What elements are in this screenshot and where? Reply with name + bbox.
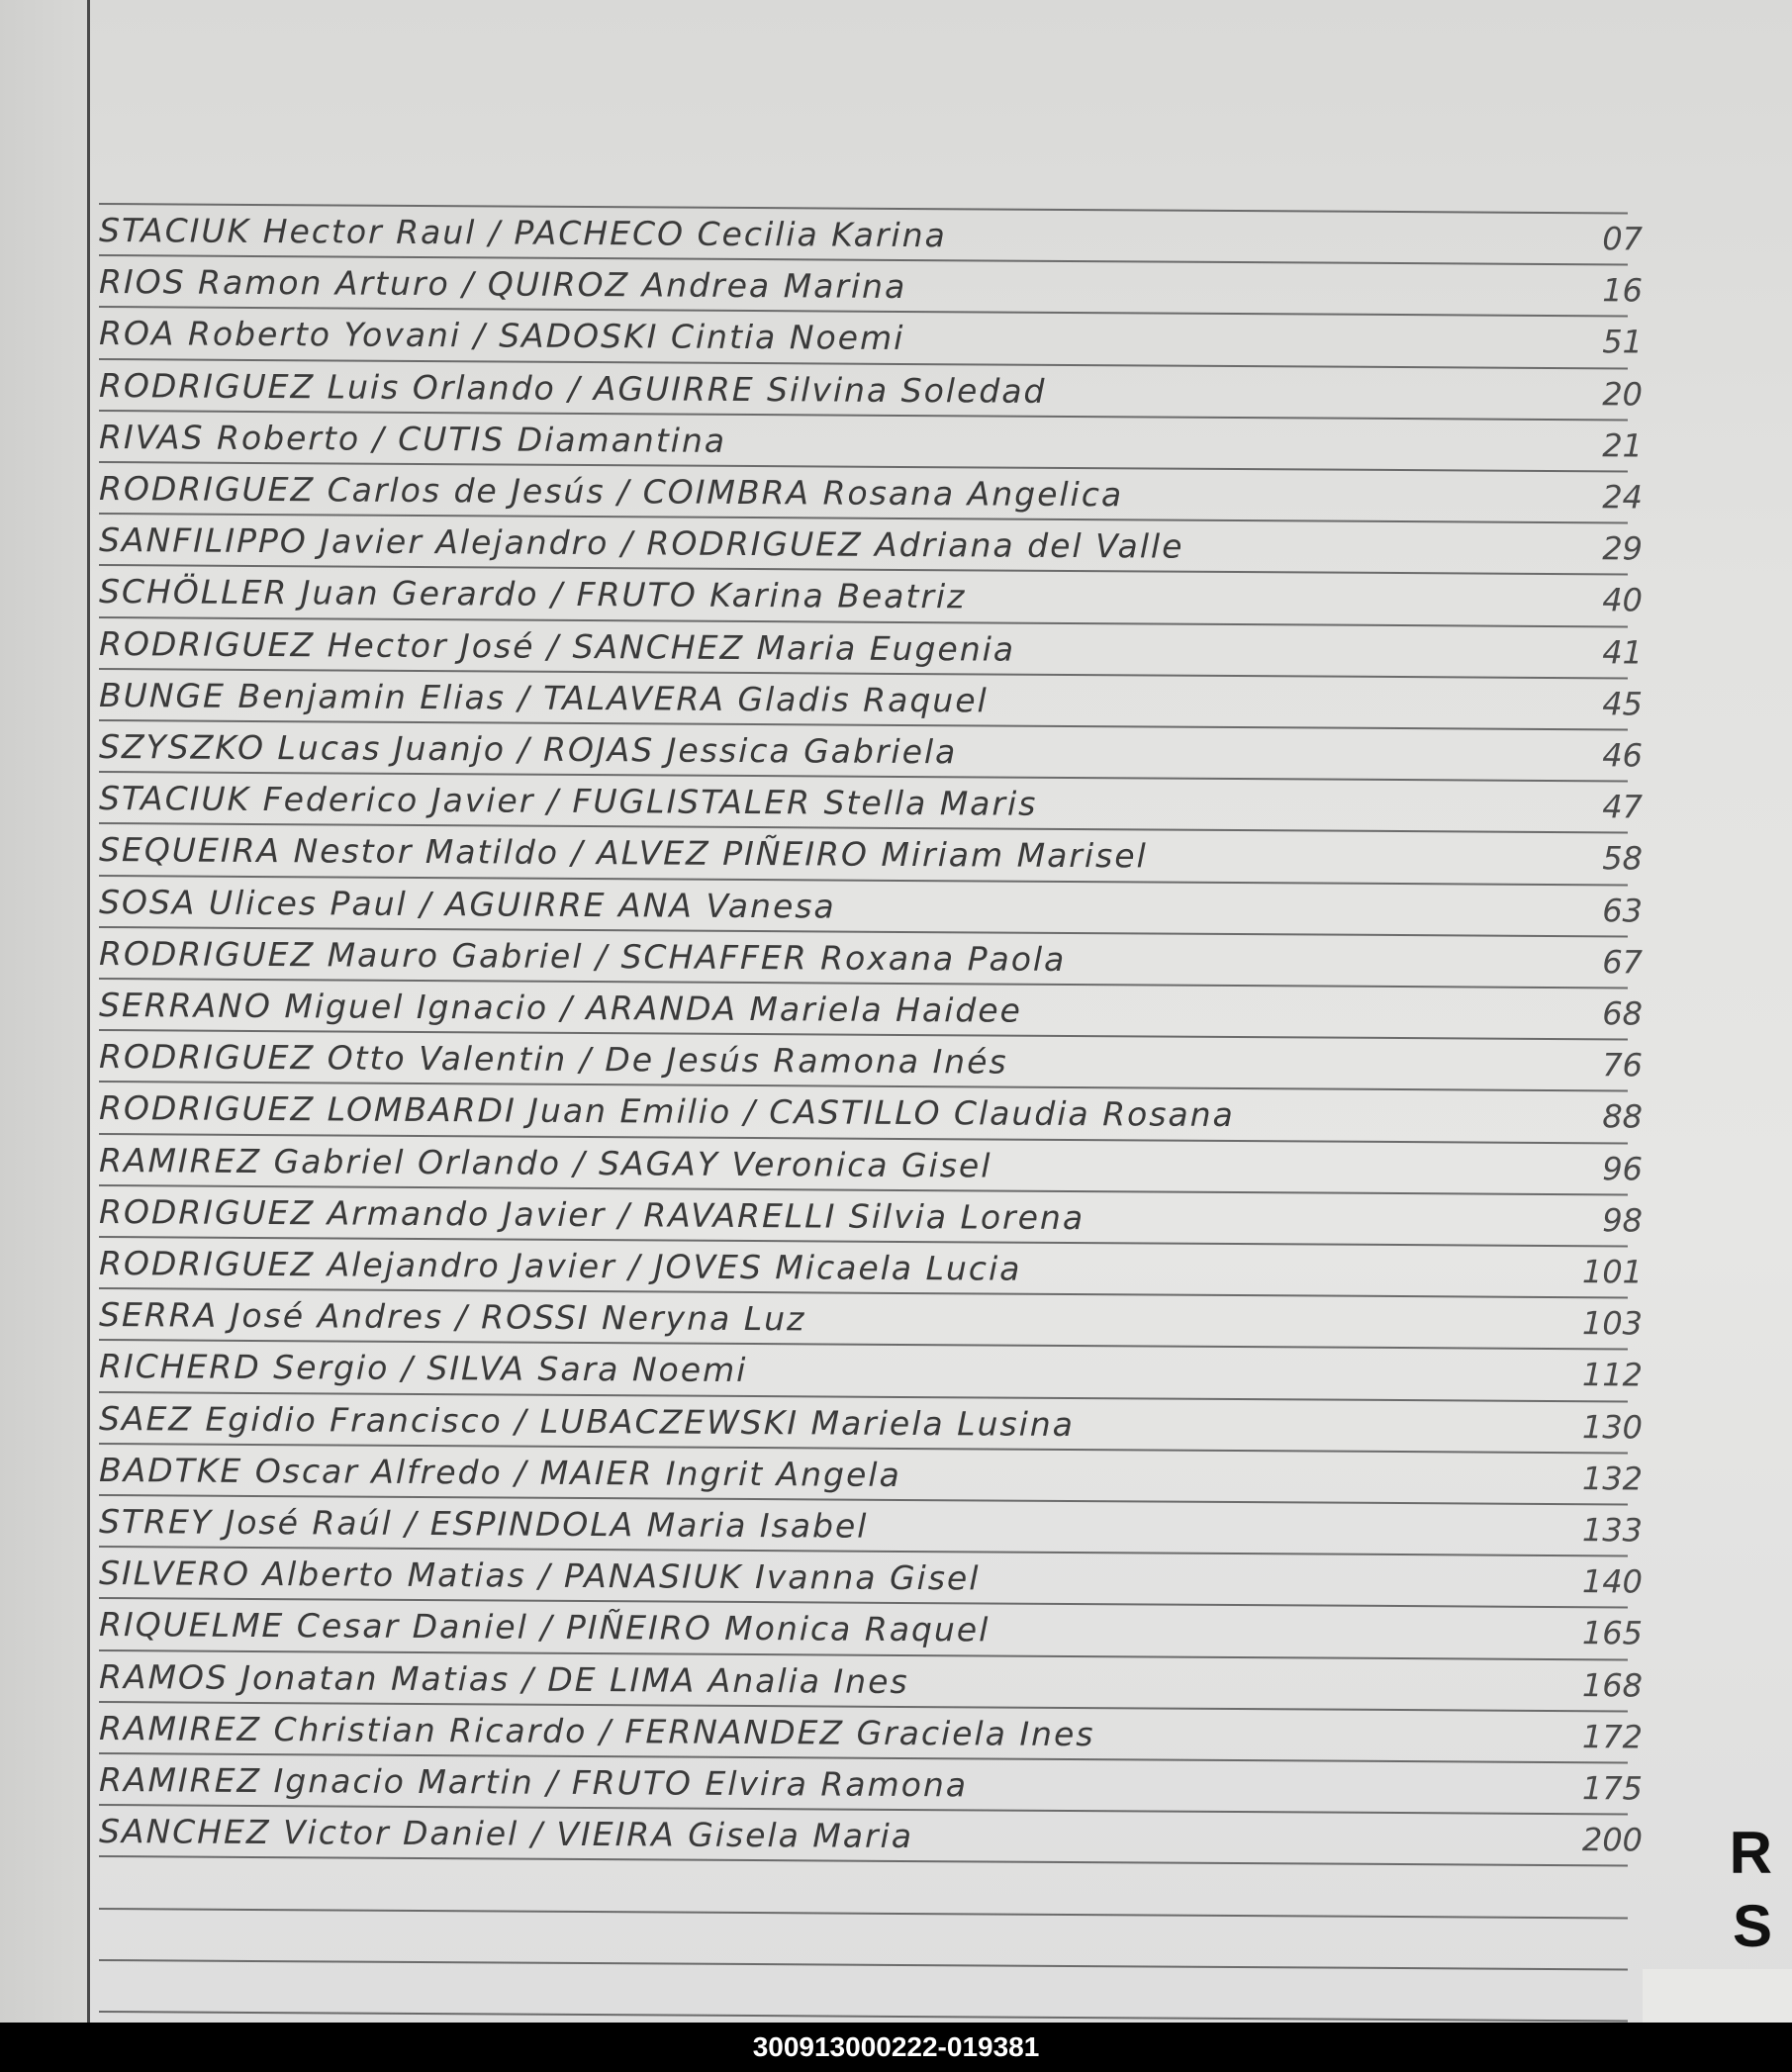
couple-names: RICHERD Sergio / SILVA Sara Noemi <box>98 1347 748 1390</box>
couple-names: SZYSZKO Lucas Juanjo / ROJAS Jessica Gabriela <box>98 727 958 772</box>
entry-number: 45 <box>1602 685 1644 723</box>
entry-number: 20 <box>1602 374 1644 414</box>
entry-row <box>99 1188 1643 1248</box>
entry-row <box>99 568 1643 627</box>
entry-row <box>99 1084 1643 1144</box>
entry-number: 130 <box>1581 1407 1644 1447</box>
corner-letter-r: R <box>1729 1820 1772 1886</box>
entry-number: 165 <box>1581 1614 1644 1652</box>
entry-row <box>99 1601 1643 1660</box>
couple-names: RAMIREZ Christian Ricardo / FERNANDEZ Graciela Ines <box>98 1708 1095 1753</box>
couple-names: RIVAS Roberto / CUTIS Diamantina <box>98 417 727 460</box>
couple-names: BADTKE Oscar Alfredo / MAIER Ingrit Angela <box>98 1450 901 1494</box>
index-tab <box>1643 1969 1792 2023</box>
couple-names: SERRANO Miguel Ignacio / ARANDA Mariela Haidee <box>98 986 1022 1030</box>
couple-names: RODRIGUEZ Mauro Gabriel / SCHAFFER Roxana Paola <box>98 933 1067 979</box>
entry-number: 76 <box>1602 1046 1644 1084</box>
entry-row <box>99 1137 1643 1196</box>
entry-row <box>99 1447 1643 1506</box>
entry-row <box>99 1343 1643 1402</box>
entry-number: 63 <box>1602 891 1644 930</box>
document-id: 300913000222-019381 <box>752 2031 1040 2062</box>
entry-row <box>99 1395 1643 1455</box>
entry-row <box>99 620 1643 680</box>
couple-names: SANFILIPPO Javier Alejandro / RODRIGUEZ Adriana del Valle <box>98 520 1184 566</box>
entry-number: 96 <box>1602 1149 1644 1188</box>
couple-names: RAMIREZ Ignacio Martin / FRUTO Elvira Ramona <box>98 1760 969 1805</box>
entry-row <box>99 982 1643 1041</box>
margin-rule <box>87 0 90 2023</box>
couple-names: RAMOS Jonatan Matias / DE LIMA Analia Ines <box>98 1656 909 1701</box>
entry-number: 101 <box>1581 1253 1644 1291</box>
entry-row <box>99 1756 1643 1816</box>
entry-row <box>99 1291 1643 1351</box>
couple-names: SAEZ Egidio Francisco / LUBACZEWSKI Mariela Lusina <box>98 1398 1076 1444</box>
entry-row <box>99 826 1643 886</box>
entry-row <box>99 1808 1643 1867</box>
entry-row <box>99 414 1643 473</box>
couple-names: RODRIGUEZ Carlos de Jesús / COIMBRA Rosana Angelica <box>98 469 1124 515</box>
couple-names: STACIUK Hector Raul / PACHECO Cecilia Karina <box>98 211 947 255</box>
entry-row <box>99 1550 1643 1609</box>
entry-number: 51 <box>1602 323 1644 361</box>
entry-number: 07 <box>1602 220 1644 258</box>
entry-row <box>99 1240 1643 1299</box>
entry-number: 68 <box>1602 994 1644 1033</box>
couple-names: RIQUELME Cesar Daniel / PIÑEIRO Monica Raquel <box>98 1605 990 1649</box>
entry-number: 41 <box>1602 632 1644 672</box>
couple-names: SEQUEIRA Nestor Matildo / ALVEZ PIÑEIRO Miriam Marisel <box>98 830 1148 876</box>
ruled-line <box>99 1959 1628 1970</box>
entry-number: 16 <box>1602 271 1644 310</box>
entry-number: 200 <box>1581 1821 1644 1859</box>
entry-row <box>99 1498 1643 1557</box>
couple-names: STREY José Raúl / ESPINDOLA Maria Isabel <box>98 1502 869 1546</box>
entry-number: 168 <box>1581 1665 1644 1705</box>
entry-row <box>99 310 1643 369</box>
couple-names: RODRIGUEZ Alejandro Javier / JOVES Micaela Lucia <box>98 1244 1022 1288</box>
entry-row <box>99 672 1643 731</box>
entry-number: 133 <box>1581 1511 1644 1550</box>
ruled-line <box>99 1908 1628 1919</box>
entry-number: 112 <box>1581 1356 1644 1394</box>
entry-number: 40 <box>1602 581 1644 619</box>
couple-names: SANCHEZ Victor Daniel / VIEIRA Gisela Maria <box>98 1812 914 1856</box>
couple-names: RODRIGUEZ Hector José / SANCHEZ Maria Eugenia <box>98 623 1016 669</box>
entry-number: 58 <box>1602 839 1644 878</box>
entry-number: 29 <box>1602 529 1644 568</box>
couple-names: RODRIGUEZ Otto Valentin / De Jesús Ramona Inés <box>98 1037 1008 1082</box>
entry-row <box>99 465 1643 524</box>
couple-names: RODRIGUEZ LOMBARDI Juan Emilio / CASTILLO Claudia Rosana <box>98 1088 1235 1135</box>
couple-names: SOSA Ulices Paul / AGUIRRE ANA Vanesa <box>98 882 836 926</box>
entry-number: 24 <box>1602 478 1644 517</box>
entry-row <box>99 775 1643 834</box>
ruled-line <box>99 2011 1628 2022</box>
entry-number: 67 <box>1602 943 1644 982</box>
entry-number: 21 <box>1602 426 1644 465</box>
entry-row <box>99 930 1643 989</box>
entry-number: 132 <box>1581 1459 1644 1498</box>
entry-number: 172 <box>1581 1717 1644 1756</box>
entry-row <box>99 362 1643 422</box>
entry-number: 88 <box>1602 1097 1644 1136</box>
couple-names: BUNGE Benjamin Elias / TALAVERA Gladis Raquel <box>98 675 989 720</box>
couple-names: RODRIGUEZ Armando Javier / RAVARELLI Silvia Lorena <box>98 1191 1085 1237</box>
entry-row <box>99 1033 1643 1092</box>
entry-row <box>99 517 1643 576</box>
couple-names: SCHÖLLER Juan Gerardo / FRUTO Karina Beatriz <box>98 572 967 616</box>
couple-names: SILVERO Alberto Matias / PANASIUK Ivanna Gisel <box>98 1554 981 1598</box>
entry-number: 175 <box>1581 1769 1644 1808</box>
entry-row <box>99 258 1643 318</box>
entry-number: 103 <box>1581 1304 1644 1343</box>
entry-row <box>99 879 1643 938</box>
entry-number: 98 <box>1602 1201 1644 1240</box>
entry-row <box>99 1653 1643 1713</box>
couple-names: RAMIREZ Gabriel Orlando / SAGAY Veronica Gisel <box>98 1140 992 1185</box>
entry-row <box>99 207 1643 266</box>
couple-names: RIOS Ramon Arturo / QUIROZ Andrea Marina <box>98 262 907 307</box>
page-left-margin <box>0 0 87 2023</box>
entry-row <box>99 1705 1643 1764</box>
footer-bar <box>0 2023 1792 2072</box>
entry-number: 140 <box>1581 1562 1644 1601</box>
entry-row <box>99 723 1643 783</box>
entry-number: 47 <box>1602 788 1644 826</box>
couple-names: SERRA José Andres / ROSSI Neryna Luz <box>98 1295 806 1339</box>
entry-number: 46 <box>1602 736 1644 775</box>
couple-names: STACIUK Federico Javier / FUGLISTALER Stella Maris <box>98 779 1038 823</box>
corner-letter-s: S <box>1732 1893 1772 1959</box>
couple-names: RODRIGUEZ Luis Orlando / AGUIRRE Silvina Soledad <box>98 365 1047 411</box>
couple-names: ROA Roberto Yovani / SADOSKI Cintia Noemi <box>98 314 905 358</box>
